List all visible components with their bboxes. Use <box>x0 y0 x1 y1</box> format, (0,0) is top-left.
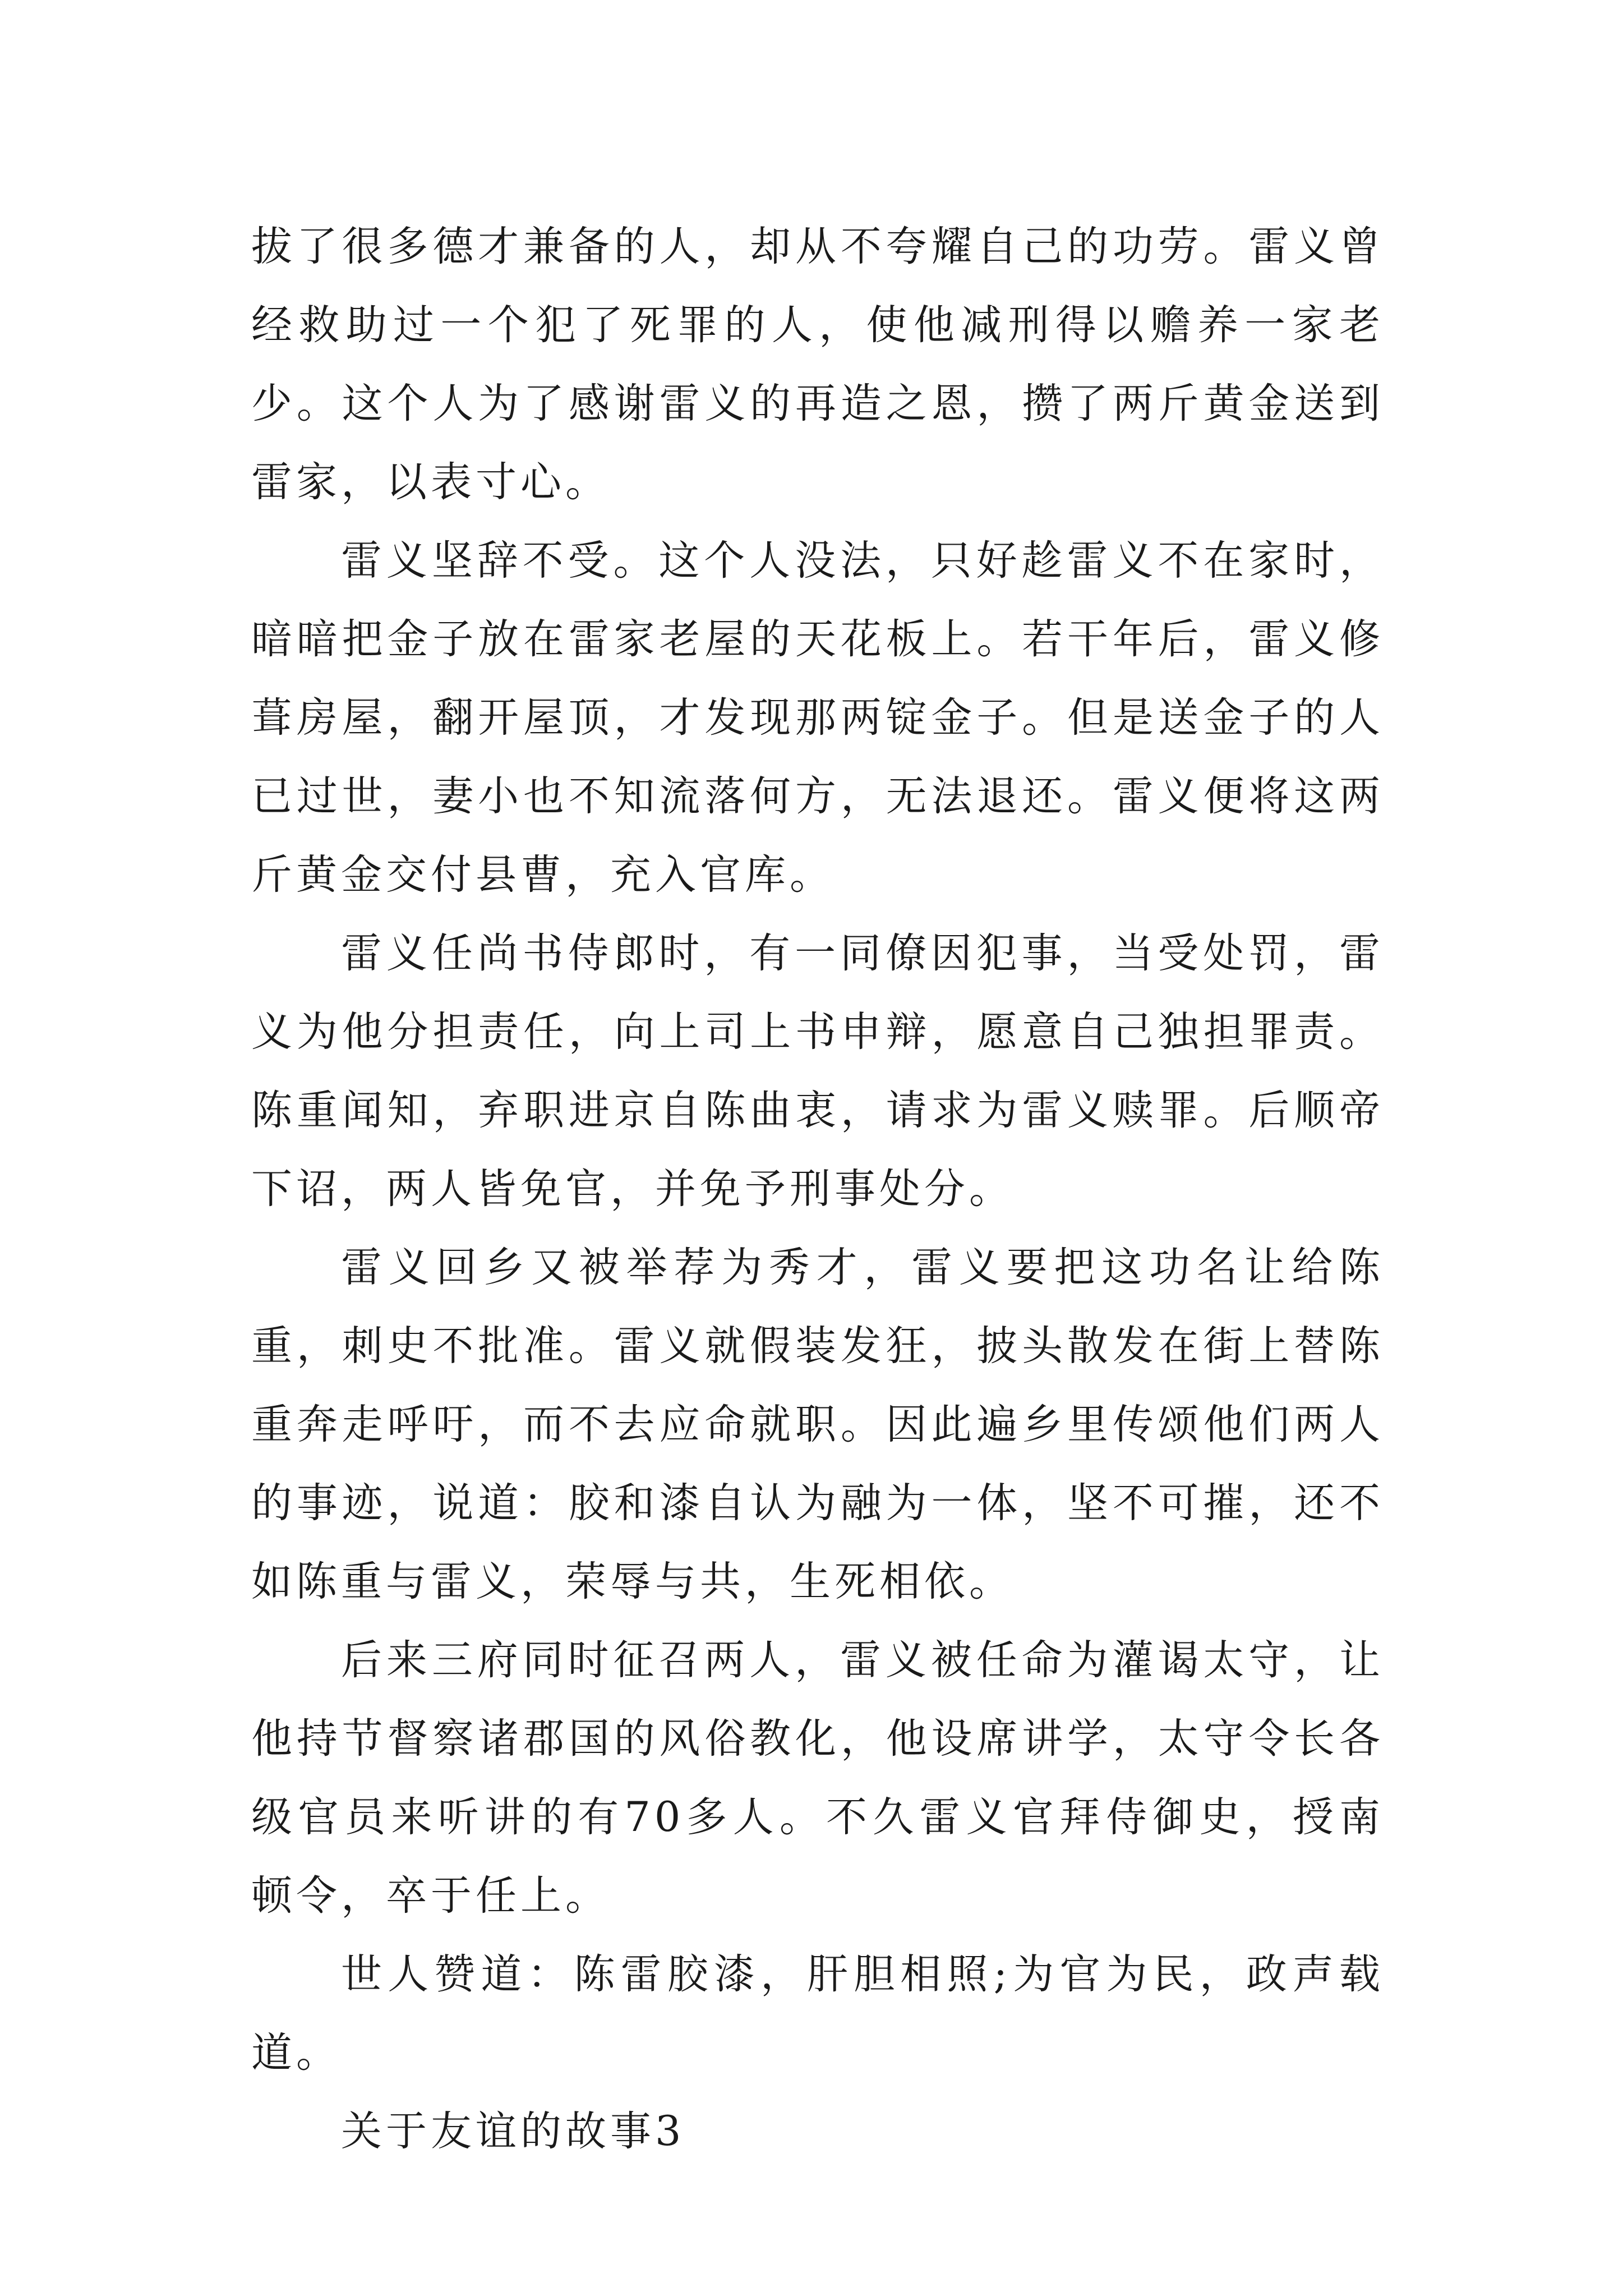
paragraph: 雷义任尚书侍郎时，有一同僚因犯事，当受处罚，雷义为他分担责任，向上司上书申辩，愿意自己独担罪责。陈重闻知，弃职进京自陈曲衷，请求为雷义赎罪。后顺帝下诏，两人皆免官，并免予刑事处分。 <box>251 930 1384 1213</box>
paragraph-quote: 世人赞道：陈雷胶漆，肝胆相照;为官为民，政声载道。 <box>251 1950 1384 2077</box>
paragraph: 雷义坚辞不受。这个人没法，只好趁雷义不在家时，暗暗把金子放在雷家老屋的天花板上。若干年后，雷义修葺房屋，翻开屋顶，才发现那两锭金子。但是送金子的人已过世，妻小也不知流落何方，无法退还。雷义便将这两斤黄金交付县曹，充入官库。 <box>251 537 1384 899</box>
paragraph: 雷义回乡又被举荐为秀才，雷义要把这功名让给陈重，刺史不批准。雷义就假装发狂，披头散发在街上替陈重奔走呼吁，而不去应命就职。因此遍乡里传颂他们两人的事迹，说道：胶和漆自认为融为一体，坚不可摧，还不如陈重与雷义，荣辱与共，生死相依。 <box>251 1244 1384 1605</box>
section-heading: 关于友谊的故事3 <box>341 2108 685 2155</box>
document-body <box>251 208 1384 2171</box>
paragraph: 后来三府同时征召两人，雷义被任命为灌谒太守，让他持节督察诸郡国的风俗教化，他设席讲学，太守令长各级官员来听讲的有70多人。不久雷义官拜侍御史，授南顿令，卒于任上。 <box>251 1636 1384 1920</box>
paragraph-continuation: 拔了很多德才兼备的人，却从不夸耀自己的功劳。雷义曾经救助过一个犯了死罪的人，使他减刑得以赡养一家老少。这个人为了感谢雷义的再造之恩，攒了两斤黄金送到雷家，以表寸心。 <box>251 223 1384 506</box>
